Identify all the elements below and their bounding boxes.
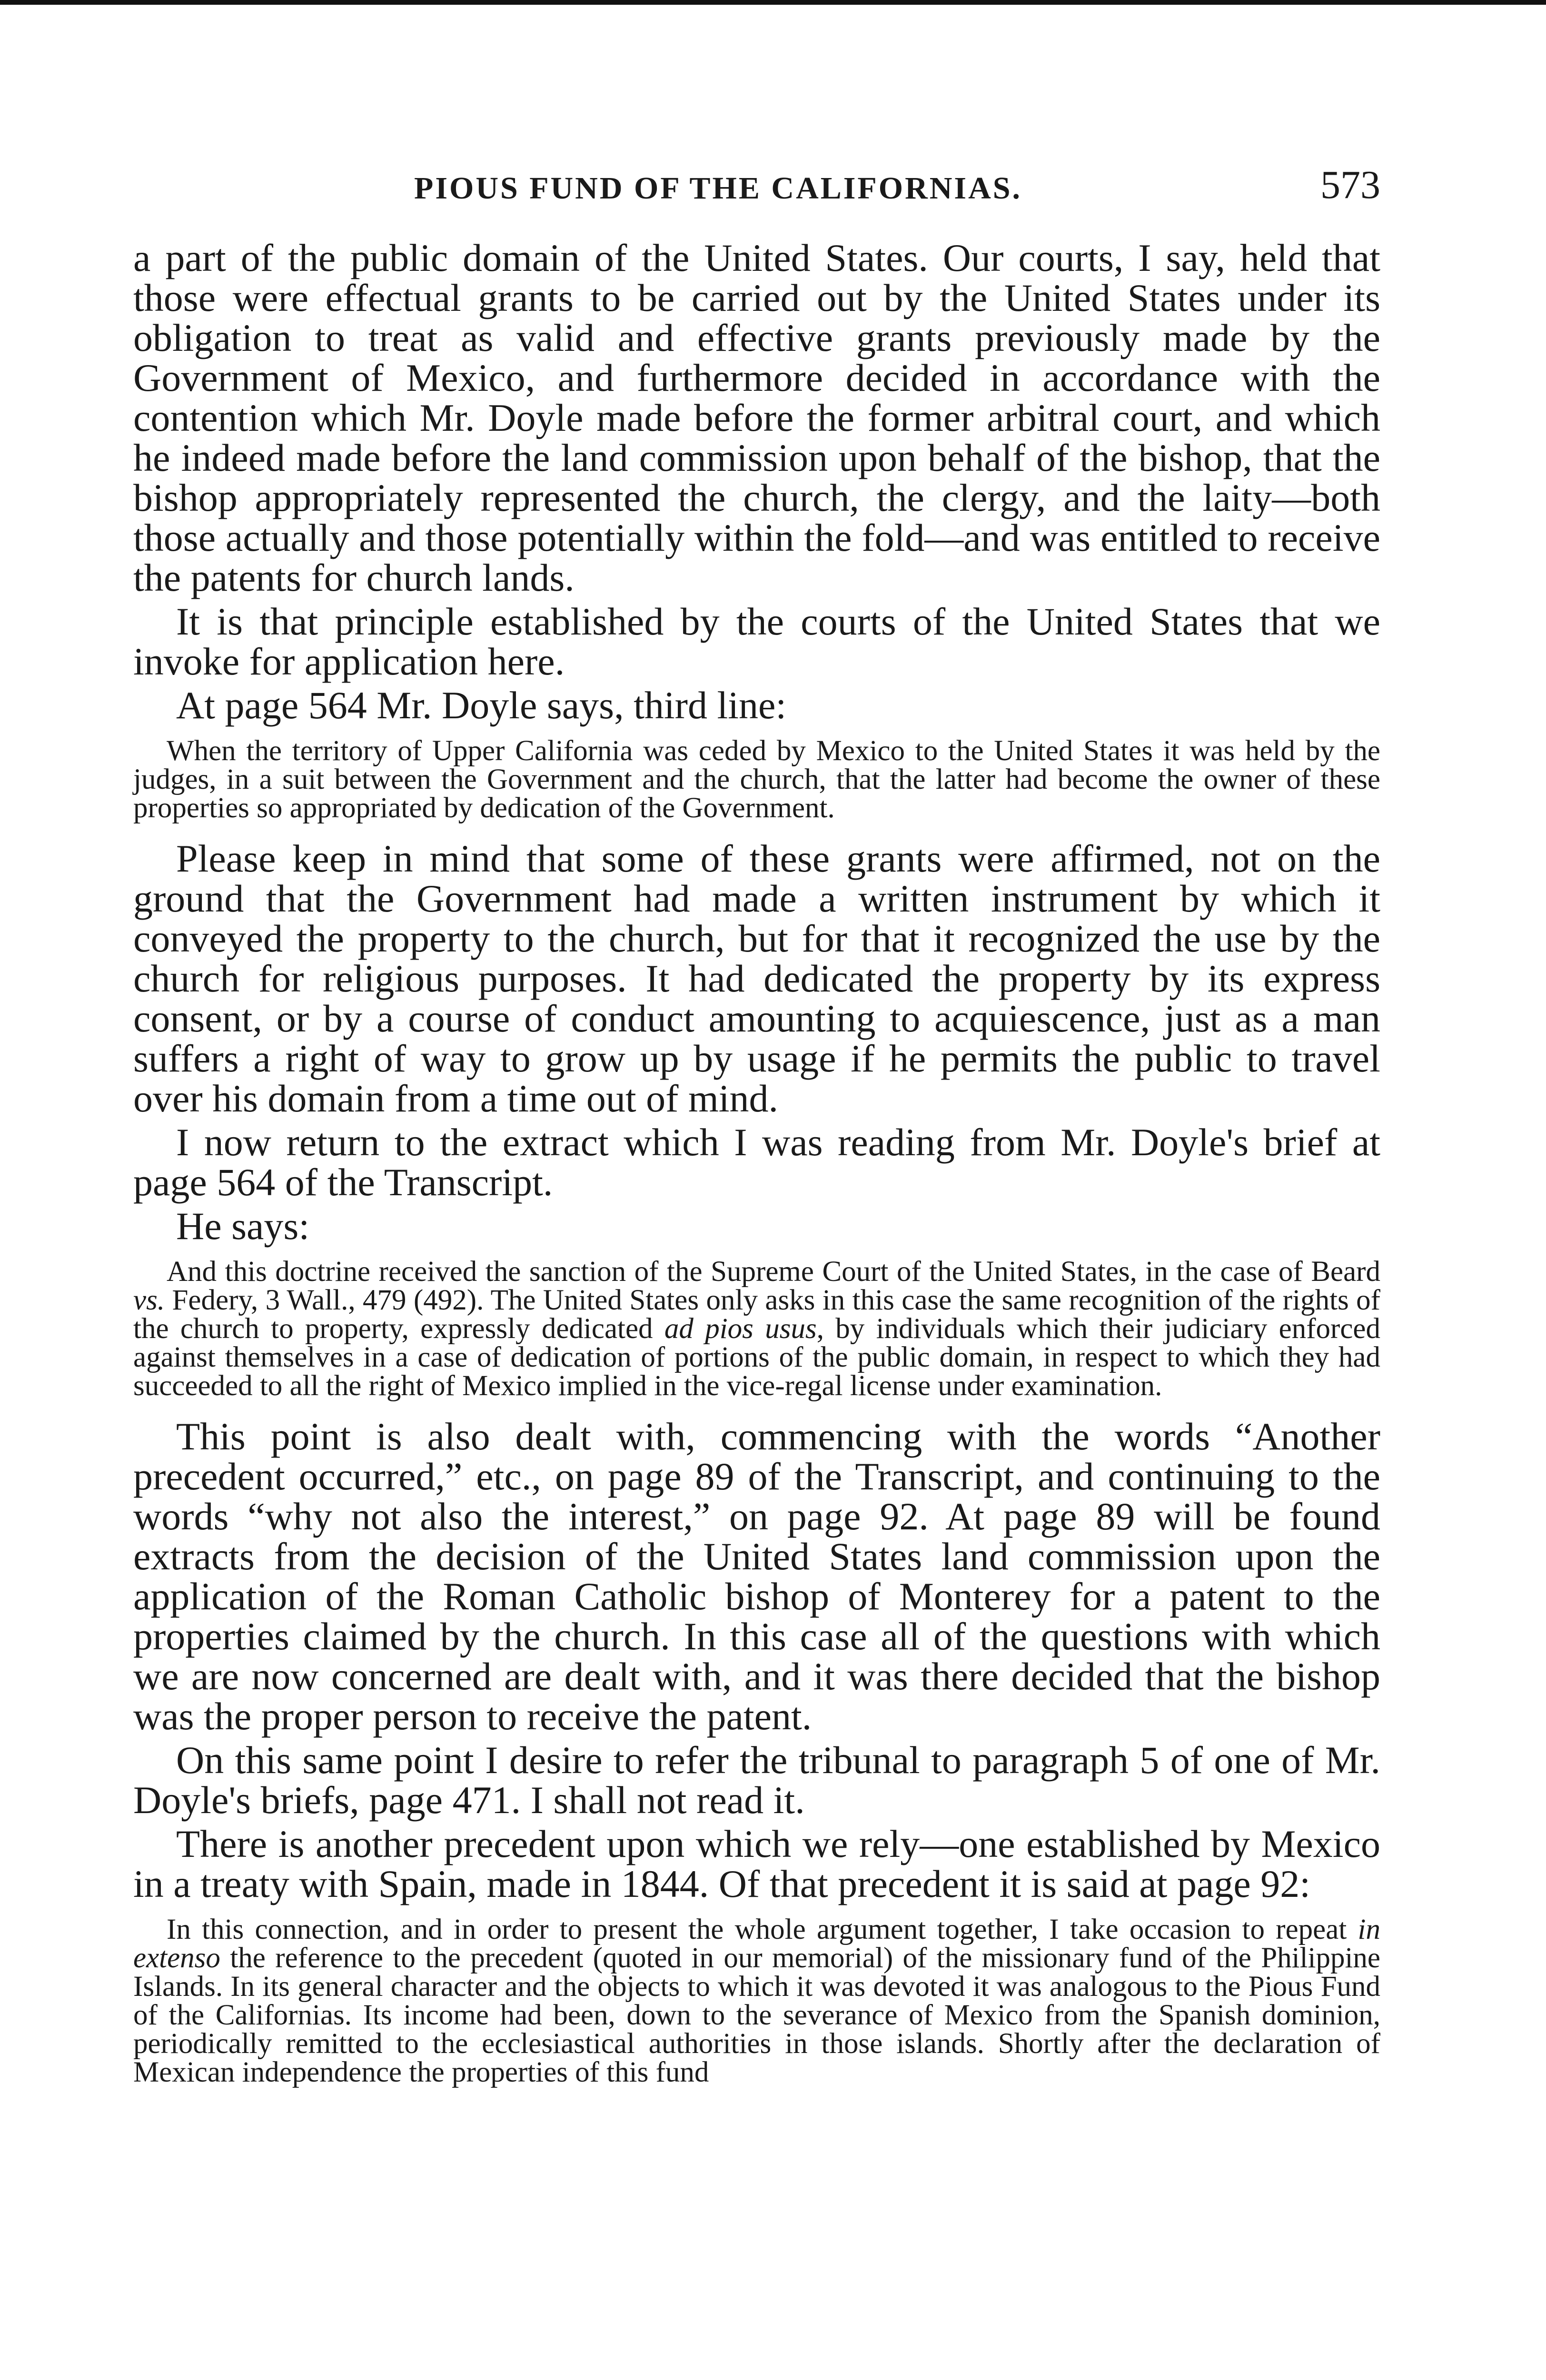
quote-3-latin-phrase: in extenso [133,1914,1380,1974]
paragraph-1: a part of the public domain of the United States. Our courts, I say, held that those were effectual grants to be carried out by the United States under its obligation to treat as valid and effective grants previously made by the Government of Mexico, and furthermore decided in accordance with the contention which Mr. Doyle made before the former arbitral court, and which he indeed made before the land commission upon behalf of the bishop, that the bishop appropriately represented the church, the clergy, and the laity—both those actually and those potentially within the fold—and was entitled to receive the patents for church lands. [133,236,1380,599]
block-quote-2 [133,1258,1380,1400]
quote-2-text-c: , by individuals which their judiciary enforced against themselves in a case of dedication of portions of the public domain, in respect to which they had succeeded to all the right of Mexico implied in the vice-regal license under examination. [133,1313,1380,1402]
paragraph-7: This point is also dealt with, commencing with the words “Another precedent occurred,” etc., on page 89 of the Transcript, and continuing to the words “why not also the interest,” on page 92. At page 89 will be found extracts from the decision of the United States land commission upon the application of the Roman Catholic bishop of Monterey for a patent to the properties claimed by the church. In this case all of the questions with which we are now concerned are dealt with, and it was there decided that the bishop was the proper person to receive the patent. [133,1415,1380,1738]
block-quote-3 [133,1915,1380,2087]
page-body [133,238,1380,2103]
paragraph-8: On this same point I desire to refer the tribunal to paragraph 5 of one of Mr. Doyle's briefs, page 471. I shall not read it. [133,1738,1380,1822]
page-header [133,162,1380,214]
paragraph-2: It is that principle established by the courts of the United States that we invoke for application here. [133,600,1380,683]
paragraph-3: At page 564 Mr. Doyle says, third line: [176,684,787,727]
paragraph-4: Please keep in mind that some of these grants were affirmed, not on the ground that the Government had made a written instrument by which it conveyed the property to the church, but for that it recognized the use by the church for religious purposes. It had dedicated the property by its express consent, or by a course of conduct amounting to acquiescence, just as a man suffers a right of way to grow up by usage if he permits the public to travel over his domain from a time out of mind. [133,837,1380,1120]
paragraph-9: There is another precedent upon which we rely—one established by Mexico in a treaty with Spain, made in 1844. Of that precedent it is said at page 92: [133,1822,1380,1905]
quote-2-text-b: Federy, 3 Wall., 479 (492). The United States only asks in this case the same recognition of the rights of the church to property, expressly dedicated [133,1284,1380,1345]
paragraph-5: I now return to the extract which I was reading from Mr. Doyle's brief at page 564 of the Transcript. [133,1121,1380,1204]
block-quote-1: When the territory of Upper California was ceded by Mexico to the United States it was held by the judges, in a suit between the Government and the church, that the latter had become the owner of these properties so appropriated by dedication of the Government. [133,735,1380,824]
quote-3-text-a: In this connection, and in order to present the whole argument together, I take occasion to repeat [167,1914,1358,1945]
quote-2-versus: vs. [133,1284,165,1316]
page-number: 573 [1320,163,1380,207]
quote-2-text-a: And this doctrine received the sanction of the Supreme Court of the United States, in the case of Beard [167,1256,1380,1288]
paragraph-6: He says: [176,1204,310,1248]
running-head: PIOUS FUND OF THE CALIFORNIAS. [414,171,1022,206]
top-border [0,0,1546,5]
quote-2-latin-phrase: ad pios usus [664,1313,817,1345]
quote-3-text-b: the reference to the precedent (quoted in our memorial) of the missionary fund of the Philippine Islands. In its general character and the objects to which it was devoted it was analogous to the Pious Fund of the Californias. Its income had been, down to the severance of Mexico from the Spanish dominion, periodically remitted to the ecclesiastical authorities in those islands. Shortly after the declaration of Mexican independence the properties of this fund [133,1942,1380,2088]
